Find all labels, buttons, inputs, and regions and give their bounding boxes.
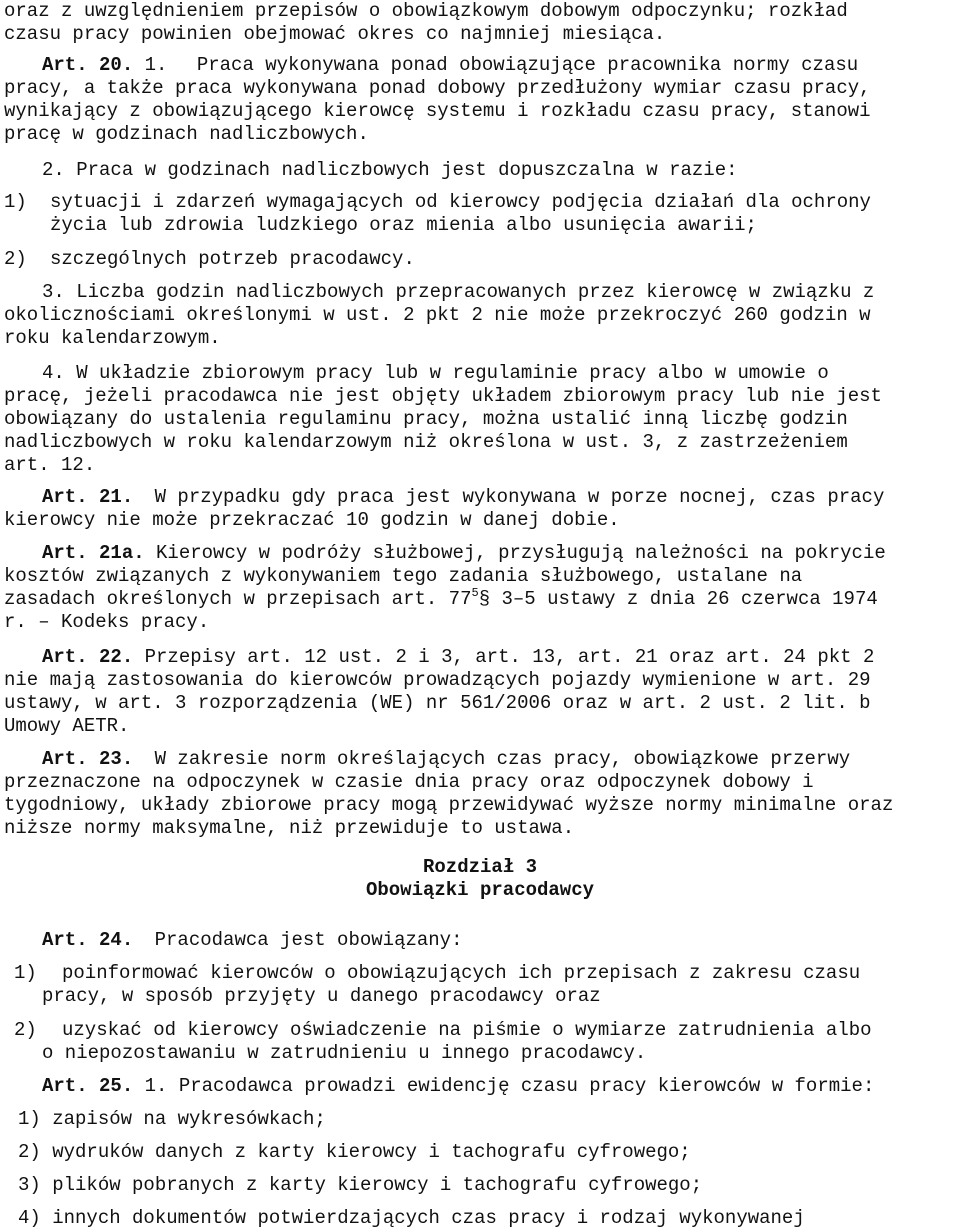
art-23 <box>4 748 954 840</box>
text-line: W zakresie norm określających czas pracy, obowiązkowe przerwy <box>154 748 851 770</box>
text-line: życia lub zdrowia ludzkiego oraz mienia albo usunięcia awarii; <box>50 214 757 236</box>
paragraph-number: 1. <box>144 54 168 76</box>
text-line: zasadach określonych w przepisach art. 77 <box>4 588 472 610</box>
text-line: szczególnych potrzeb pracodawcy. <box>50 248 415 270</box>
text-line: Umowy AETR. <box>4 715 130 737</box>
article-label: Art. 24. <box>42 929 134 951</box>
text-line: przeznaczone na odpoczynek w czasie dnia pracy oraz odpoczynek dobowy i <box>4 771 814 793</box>
article-label: Art. 21. <box>42 486 134 508</box>
chapter-heading <box>0 856 960 902</box>
text-line: roku kalendarzowym. <box>4 327 221 349</box>
list-number: 2) <box>4 248 27 270</box>
art-25 <box>4 1075 954 1098</box>
text-line: 3. Liczba godzin nadliczbowych przepracowanych przez kierowcę w związku z <box>42 281 875 303</box>
text-line: uzyskać od kierowcy oświadczenie na piśmie o wymiarze zatrudnienia albo <box>62 1019 872 1041</box>
list-item: 2) wydruków danych z karty kierowcy i tachografu cyfrowego; <box>18 1141 691 1163</box>
superscript: 5 <box>471 586 479 600</box>
text-line: pracy, w sposób przyjęty u danego pracodawcy oraz <box>42 985 601 1007</box>
text-line: § 3–5 ustawy z dnia 26 czerwca 1974 <box>478 588 878 610</box>
text-line: poinformować kierowców o obowiązujących ich przepisach z zakresu czasu <box>62 962 861 984</box>
chapter-number: Rozdział 3 <box>422 856 538 878</box>
article-label: Art. 23. <box>42 748 134 770</box>
text-line: nadliczbowych w roku kalendarzowym niż określona w ust. 3, z zastrzeżeniem <box>4 431 848 453</box>
art-24 <box>4 929 954 952</box>
chapter-title: Obowiązki pracodawcy <box>365 879 595 901</box>
text-line: 1. Pracodawca prowadzi ewidencję czasu pracy kierowców w formie: <box>144 1075 875 1097</box>
text-line: pracę w godzinach nadliczbowych. <box>4 123 369 145</box>
art-22 <box>4 646 954 738</box>
article-label: Art. 25. <box>42 1075 134 1097</box>
list-number: 1) <box>14 962 37 984</box>
art-20-paragraph-3 <box>4 281 954 350</box>
art-24-item-2 <box>4 1019 954 1065</box>
art-20-paragraph-4 <box>4 362 954 477</box>
text-line: obowiązany do ustalenia regulaminu pracy, można ustalić inną liczbę godzin <box>4 408 848 430</box>
text-line: pracę, jeżeli pracodawca nie jest objęty układem zbiorowym pracy lub nie jest <box>4 385 882 407</box>
text-line: 4. W układzie zbiorowym pracy lub w regulaminie pracy albo w umowie o <box>42 362 829 384</box>
text-line: kosztów związanych z wykonywaniem tego zadania służbowego, ustalane na <box>4 565 803 587</box>
text-line: pracy, a także praca wykonywana ponad dobowy przedłużony wymiar czasu pracy, <box>4 77 871 99</box>
text-line: art. 12. <box>4 454 96 476</box>
list-item: 4) innych dokumentów potwierdzających czas pracy i rodzaj wykonywanej <box>18 1207 805 1229</box>
text-line: nie mają zastosowania do kierowców prowadzących pojazdy wymienione w art. 29 <box>4 669 871 691</box>
list-item: 3) plików pobranych z karty kierowcy i tachografu cyfrowego; <box>18 1174 703 1196</box>
text-line: niższe normy maksymalne, niż przewiduje to ustawa. <box>4 817 575 839</box>
article-label: Art. 21a. <box>42 542 145 564</box>
art-24-item-1 <box>4 962 954 1008</box>
intro-paragraph <box>4 0 954 46</box>
text-line: czasu pracy powinien obejmować okres co najmniej miesiąca. <box>4 23 666 45</box>
list-number: 1) <box>4 191 27 213</box>
text-line: ustawy, w art. 3 rozporządzenia (WE) nr 561/2006 oraz w art. 2 ust. 2 lit. b <box>4 692 871 714</box>
text-line: W przypadku gdy praca jest wykonywana w porze nocnej, czas pracy <box>154 486 885 508</box>
art-20-item-2 <box>4 248 954 271</box>
text-line: tygodniowy, układy zbiorowe pracy mogą przewidywać wyższe normy minimalne oraz <box>4 794 894 816</box>
text-line: sytuacji i zdarzeń wymagających od kierowcy podjęcia działań dla ochrony <box>50 191 871 213</box>
text-line: 2. Praca w godzinach nadliczbowych jest dopuszczalna w razie: <box>42 159 738 181</box>
text-line: o niepozostawaniu w zatrudnieniu u innego pracodawcy. <box>42 1042 647 1064</box>
text-line: wynikający z obowiązującego kierowcę systemu i rozkładu czasu pracy, stanowi <box>4 100 871 122</box>
art-20-paragraph-2 <box>4 159 954 182</box>
art-20-item-1 <box>4 191 954 237</box>
list-item: 1) zapisów na wykresówkach; <box>18 1108 326 1130</box>
text-line: Kierowcy w podróży służbowej, przysługują należności na pokrycie <box>156 542 886 564</box>
art-20-paragraph-1 <box>4 54 954 146</box>
text-line: oraz z uwzględnieniem przepisów o obowiązkowym dobowym odpoczynku; rozkład <box>4 0 848 22</box>
text-line: kierowcy nie może przekraczać 10 godzin w danej dobie. <box>4 509 620 531</box>
text-line: r. – Kodeks pracy. <box>4 611 210 633</box>
art-21 <box>4 486 954 532</box>
text-line: Przepisy art. 12 ust. 2 i 3, art. 13, art. 21 oraz art. 24 pkt 2 <box>144 646 875 668</box>
text-line: Pracodawca jest obowiązany: <box>154 929 463 951</box>
article-label: Art. 20. <box>42 54 134 76</box>
article-label: Art. 22. <box>42 646 134 668</box>
text-line: Praca wykonywana ponad obowiązujące pracownika normy czasu <box>196 54 859 76</box>
list-number: 2) <box>14 1019 37 1041</box>
art-25-list <box>4 1108 954 1230</box>
art-21a <box>4 542 954 634</box>
text-line: okolicznościami określonymi w ust. 2 pkt 2 nie może przekroczyć 260 godzin w <box>4 304 871 326</box>
